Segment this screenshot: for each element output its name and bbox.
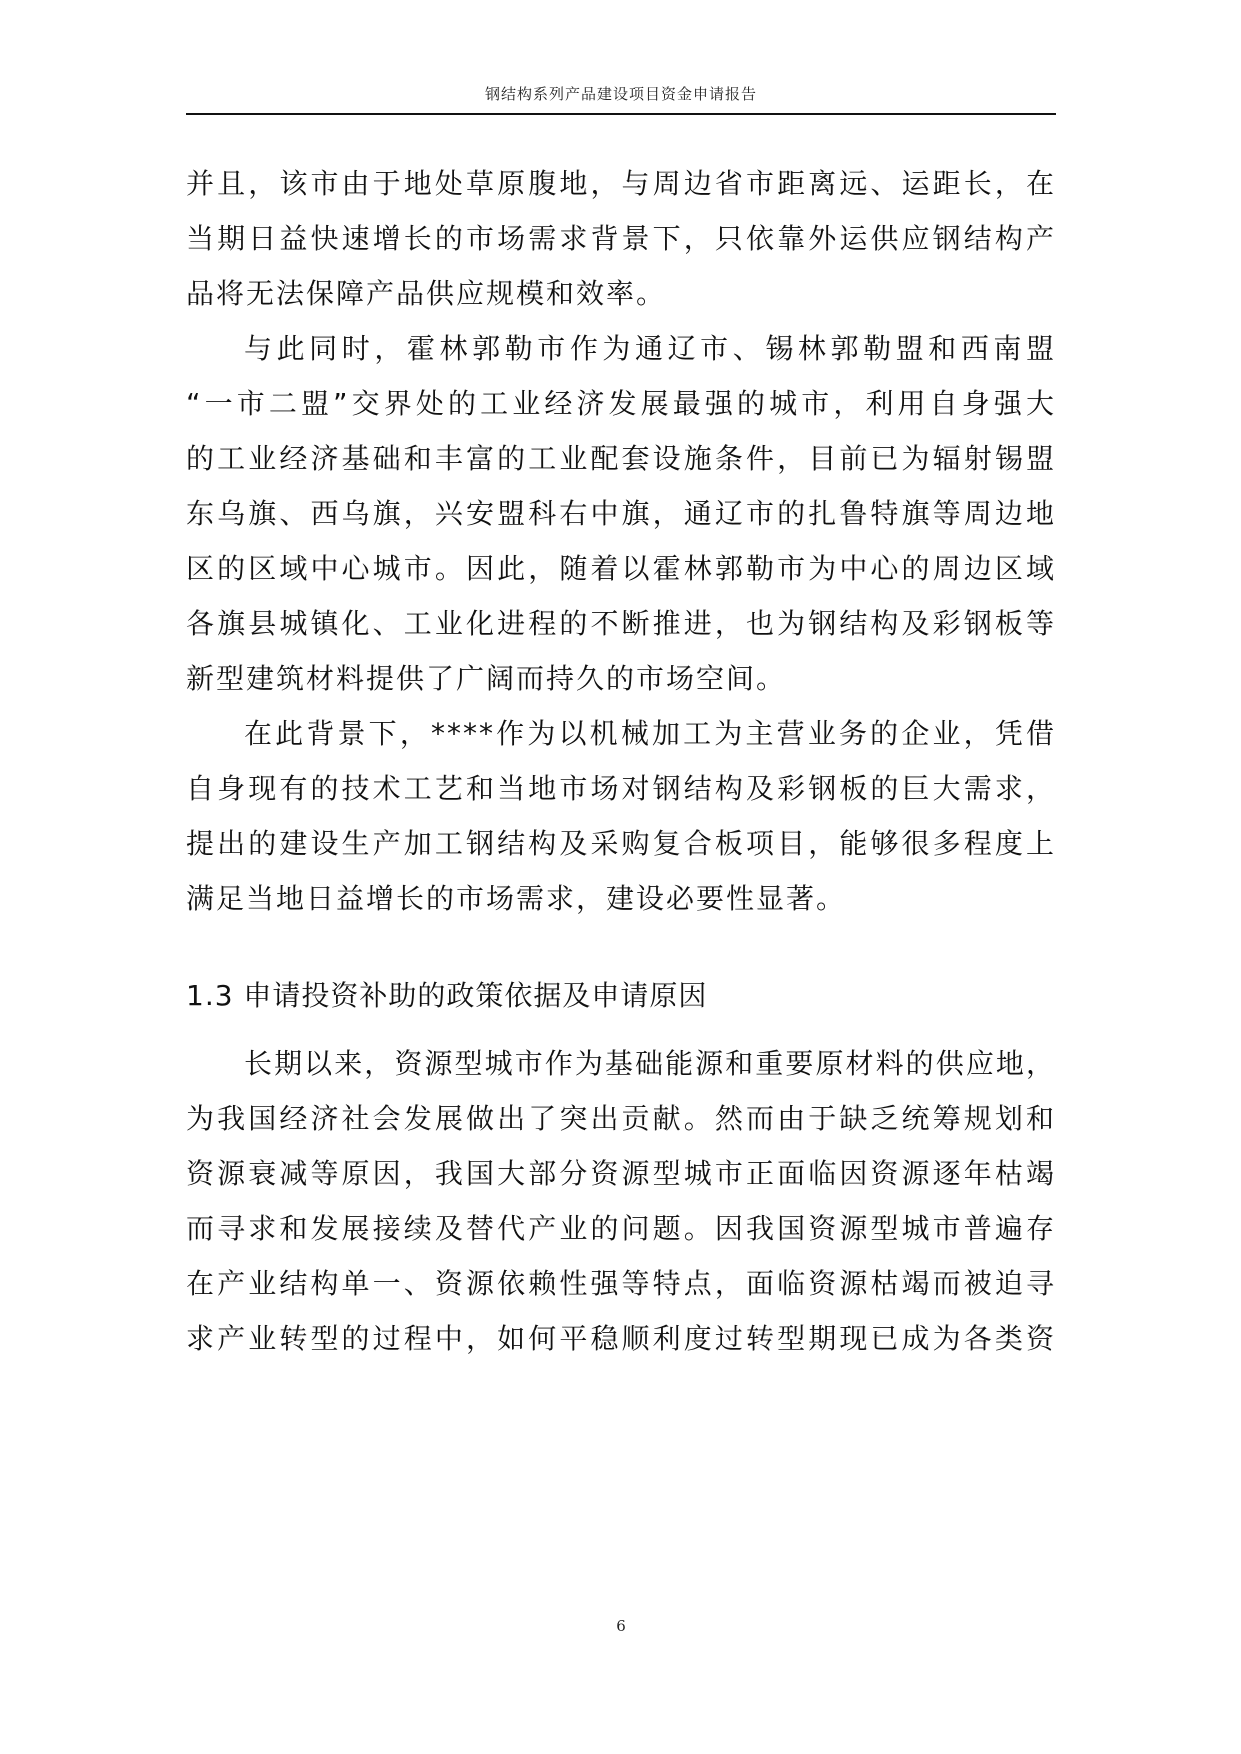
text-line: 当期日益快速增长的市场需求背景下，只依靠外运供应钢结构产 (186, 222, 1056, 255)
text-line: 提出的建设生产加工钢结构及采购复合板项目，能够很多程度上 (186, 827, 1056, 860)
text-line: 在此背景下，****作为以机械加工为主营业务的企业，凭借 (244, 717, 1056, 750)
text-line: 为我国经济社会发展做出了突出贡献。然而由于缺乏统筹规划和 (186, 1102, 1056, 1135)
text-line: 求产业转型的过程中，如何平稳顺利度过转型期现已成为各类资 (186, 1322, 1056, 1355)
document-body (186, 156, 1056, 1366)
section-spacer (186, 926, 1056, 966)
text-line: 的工业经济基础和丰富的工业配套设施条件，目前已为辐射锡盟 (186, 442, 1056, 475)
text-line: 区的区域中心城市。因此，随着以霍林郭勒市为中心的周边区域 (186, 552, 1056, 585)
section-heading: 1.3 申请投资补助的政策依据及申请原因 (186, 979, 708, 1012)
text-line: 品将无法保障产品供应规模和效率。 (186, 277, 667, 310)
text-line: “一市二盟”交界处的工业经济发展最强的城市，利用自身强大 (186, 387, 1056, 420)
text-line: 各旗县城镇化、工业化进程的不断推进，也为钢结构及彩钢板等 (186, 607, 1056, 640)
text-line: 自身现有的技术工艺和当地市场对钢结构及彩钢板的巨大需求， (186, 772, 1056, 805)
paragraph (186, 156, 1056, 321)
page-number: 6 (616, 1617, 626, 1635)
paragraph (186, 1036, 1056, 1366)
paragraph (186, 321, 1056, 706)
text-line: 东乌旗、西乌旗，兴安盟科右中旗，通辽市的扎鲁特旗等周边地 (186, 497, 1056, 530)
text-line: 在产业结构单一、资源依赖性强等特点，面临资源枯竭而被迫寻 (186, 1267, 1056, 1300)
text-line: 满足当地日益增长的市场需求，建设必要性显著。 (186, 882, 847, 915)
paragraph (186, 706, 1056, 926)
text-line: 资源衰减等原因，我国大部分资源型城市正面临因资源逐年枯竭 (186, 1157, 1056, 1190)
text-line: 与此同时，霍林郭勒市作为通辽市、锡林郭勒盟和西南盟 (244, 332, 1056, 365)
text-line: 而寻求和发展接续及替代产业的问题。因我国资源型城市普遍存 (186, 1212, 1056, 1245)
text-line: 新型建筑材料提供了广阔而持久的市场空间。 (186, 662, 787, 695)
header-divider (186, 113, 1056, 115)
running-header: 钢结构系列产品建设项目资金申请报告 (484, 85, 757, 103)
text-line: 长期以来，资源型城市作为基础能源和重要原材料的供应地， (244, 1047, 1056, 1080)
text-line: 并且，该市由于地处草原腹地，与周边省市距离远、运距长，在 (186, 167, 1056, 200)
